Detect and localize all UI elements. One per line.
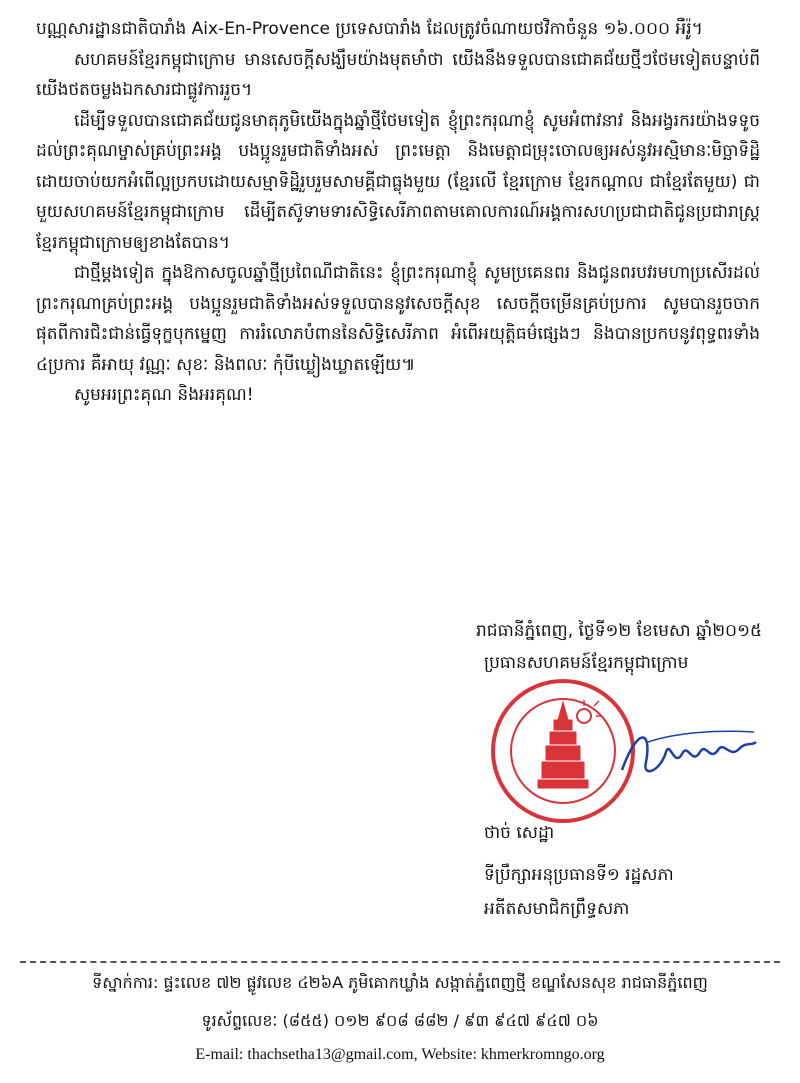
paragraph-4: ជាថ្មីម្តងទៀត ក្នុងឱកាសចូលឆ្នាំថ្មីប្រពៃណីជាតិនេះ ខ្ញុំព្រះករុណាខ្ញុំ សូមប្រគេនពរ និងជូនពរបវរមហាប្រសើរដល់ព្រះករុណាគ្រប់ព្រះអង្គ បងប្អូនរួមជាតិទាំងអស់ទទួលបាននូវសេចក្តីសុខ សេចក្តីចម្រើនគ្រប់ប្រការ សូមបានរួចចាកផុតពីការជិះជាន់ធ្វើទុក្ខបុកម្នេញ ការរំលោភបំពាននៃសិទ្ធិសេរីភាព អំពើអយុត្តិធម៌ផ្សេងៗ និងបានប្រកបនូវពុទ្ធពរទាំង ៤ប្រការ គឺអាយុ វណ្ណៈ សុខៈ និងពលៈ កុំបីឃ្លៀងឃ្លាតឡើយ៕ xyxy=(36,263,760,375)
community-seal-icon xyxy=(488,676,638,826)
paragraph-2: សហគមន៍ខ្មែរកម្ពុជាក្រោម មានសេចក្តីសង្ឃឹមយ៉ាងមុតមាំថា យើងនឹងទទួលបានជោគជ័យថ្មីៗថែមទៀតបន្ទាប់ពីយើងថតចម្លងឯកសារជាផ្លូវការរួច។ xyxy=(36,49,760,100)
signer-title-2: អតីតសមាជិកព្រឹទ្ធសភា xyxy=(484,899,630,919)
signer-name: ថាច់ សេដ្ឋា xyxy=(484,823,555,843)
signer-title-1: ទីប្រឹក្សាអនុប្រធានទី១ រដ្ឋសភា xyxy=(484,865,674,885)
signatory-role: ប្រធានសហគមន៍ខ្មែរកម្ពុជាក្រោម xyxy=(484,653,689,673)
footer-address: ទីស្នាក់ការ: ផ្ទះលេខ ៧២ ផ្លូវលេខ ៤២៦A ភូមិគោកឃ្លាំង សង្កាត់ភ្នំពេញថ្មី ខណ្ឌសែនសុខ រាជធានីភ្នំពេញ xyxy=(92,973,708,992)
paragraph-1: បណ្ណសារដ្ឋានជាតិបារាំង Aix-En-Provence ប្រទេសបារាំង ដែលត្រូវចំណាយថវិកាចំនួន ១៦.០០០ អឺរ៉ូ។ xyxy=(36,19,703,39)
footer-phone: ទូរស័ព្ទលេខៈ (៨៥៥) ០១២ ៩០៨ ៨៨២ / ៩៣ ៩៤៧ ៩៤៧ ០៦ xyxy=(201,1011,599,1030)
dateline: រាជធានីភ្នំពេញ, ថ្ងៃទី១២ ខែមេសា ឆ្នាំ២០១៥ xyxy=(476,621,762,641)
letter-body xyxy=(36,14,760,411)
footer-contact: E-mail: thachsetha13@gmail.com, Website: khmerkromngo.org xyxy=(195,1046,605,1063)
footer-divider xyxy=(20,961,780,963)
paragraph-3: ដើម្បីទទួលបានជោគជ័យជូនមាតុភូមិយើងក្នុងឆ្នាំថ្មីថែមទៀត ខ្ញុំព្រះករុណាខ្ញុំ សូមអំពាវនាវ និងអង្វរករយ៉ាងទទូចដល់ព្រះគុណម្ចាស់គ្រប់ព្រះអង្គ បងប្អូនរួមជាតិទាំងអស់ ព្រះមេត្តា និងមេត្តាជម្រុះចោលឲ្យអស់នូវអស្មិមានៈមិច្ឆាទិដ្ឋិដោយចាប់យកអំពើល្អប្រកបដោយសម្មាទិដ្ឋិរួបរួមសាមគ្គីជាធ្លុងមួយ (ខ្មែរលើ ខ្មែរក្រោម ខ្មែរកណ្តាល ជាខ្មែរតែមួយ) ជាមួយសហគមន៍ខ្មែរកម្ពុជាក្រោម ដើម្បីតស៊ូទាមទារសិទ្ធិសេរីភាពតាមគោលការណ៍អង្គការសហប្រជាជាតិជូនប្រជារាស្ត្រខ្មែរកម្ពុជាក្រោមឲ្យខាងតែបាន។ xyxy=(36,110,760,253)
signer-titles xyxy=(484,858,674,926)
signature xyxy=(618,722,758,782)
closing-thanks: សូមអរព្រះគុណ និងអរគុណ! xyxy=(74,385,254,405)
